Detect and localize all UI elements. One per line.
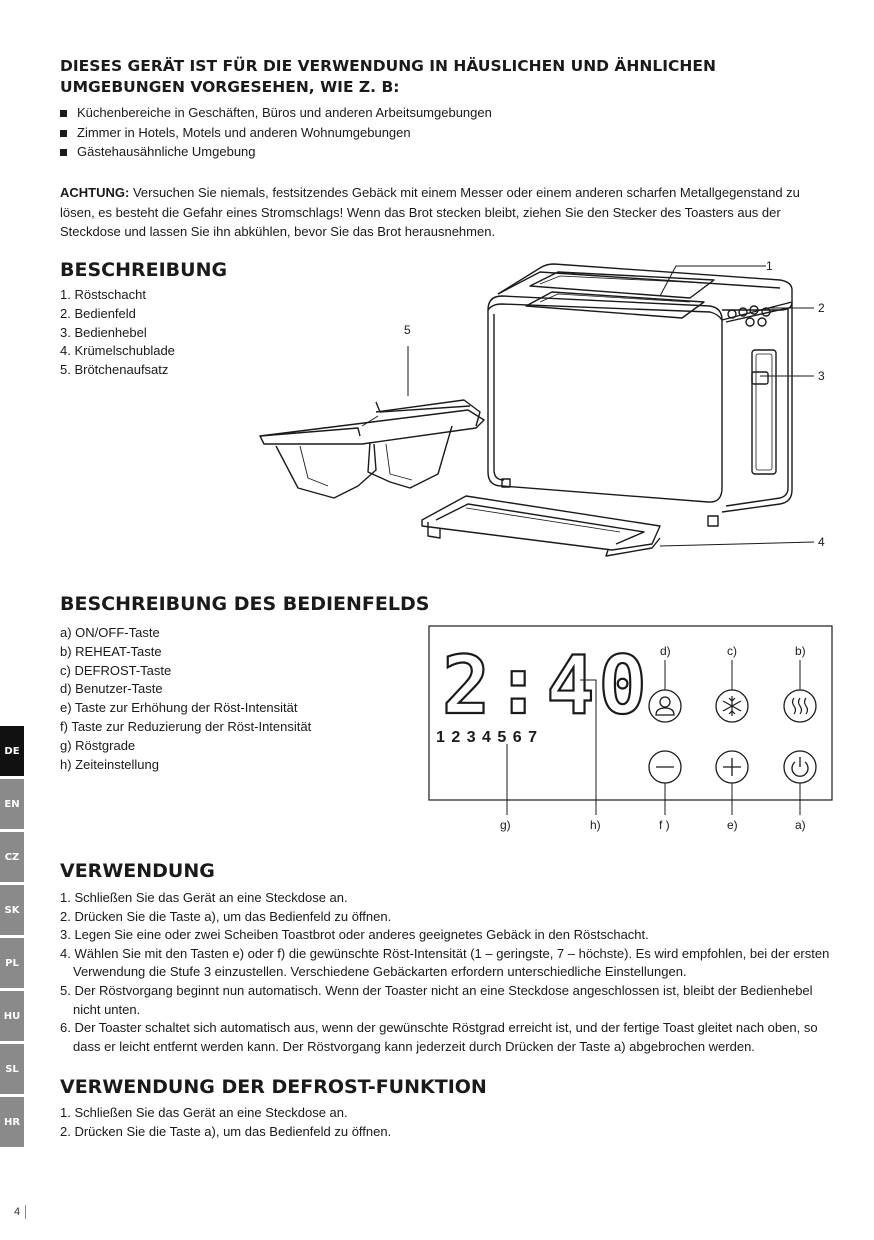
list-item: 1. Schließen Sie das Gerät an eine Steckdose an. — [60, 1105, 348, 1120]
browning-levels: 1 2 3 4 5 6 7 — [436, 729, 538, 746]
usage-steps — [60, 889, 840, 1056]
tab-en[interactable]: EN — [0, 779, 24, 829]
tab-pl[interactable]: PL — [0, 938, 24, 988]
list-item: d) Benutzer-Taste — [60, 681, 163, 697]
label-h: h) — [590, 818, 601, 832]
tab-sl[interactable]: SL — [0, 1044, 24, 1094]
label-d: d) — [660, 644, 671, 658]
list-item: 1. Röstschacht — [60, 287, 146, 302]
list-item: 6. Der Toaster schaltet sich automatisch aus, wenn der gewünschte Röstgrad erreicht ist, und der fertige Toast gleitet nach oben, so dass er leicht entfernt werden kann. Der Röstvorgang kann jederzeit durch Drücken der Taste a) abgebrochen werden. — [60, 1020, 818, 1054]
label-c: c) — [727, 644, 737, 658]
user-button — [649, 690, 681, 722]
list-item: 1. Schließen Sie das Gerät an eine Steckdose an. — [60, 890, 348, 905]
section-heading-bedienfeld: BESCHREIBUNG DES BEDIENFELDS — [60, 593, 430, 615]
time-display: 2:40 — [442, 639, 651, 732]
parts-list — [60, 286, 175, 380]
toaster-illustration — [240, 250, 840, 570]
toaster-body — [488, 296, 722, 502]
list-item: c) DEFROST-Taste — [60, 662, 172, 678]
label-g: g) — [500, 818, 511, 832]
callout-1: 1 — [766, 259, 773, 273]
crumb-tray — [422, 496, 660, 550]
list-item: b) REHEAT-Taste — [60, 643, 162, 659]
panel-button-icon — [758, 318, 766, 326]
panel-button-icon — [746, 318, 754, 326]
callout-4: 4 — [818, 535, 825, 549]
callout-2: 2 — [818, 301, 825, 315]
warning-paragraph — [60, 183, 810, 242]
list-item: g) Röstgrade — [60, 737, 136, 753]
tab-hr[interactable]: HR — [0, 1097, 24, 1147]
list-item: h) Zeiteinstellung — [60, 756, 159, 772]
label-a: a) — [795, 818, 806, 832]
list-item: 5. Der Röstvorgang beginnt nun automatisch. Wenn der Toaster nicht an eine Steckdose angeschlossen ist, bleibt der Bedienhebel nicht unten. — [60, 982, 813, 1017]
section-heading-beschreibung: BESCHREIBUNG — [60, 259, 228, 281]
list-item: e) Taste zur Erhöhung der Röst-Intensität — [60, 700, 298, 716]
list-item: 2. Drücken Sie die Taste a), um das Bedienfeld zu öffnen. — [60, 908, 392, 924]
callout-3: 3 — [818, 369, 825, 383]
list-item: Küchenbereiche in Geschäften, Büros und anderen Arbeitsumgebungen — [60, 103, 492, 123]
list-item: 5. Brötchenaufsatz — [60, 362, 169, 378]
plus-icon — [723, 758, 741, 776]
tab-hu[interactable]: HU — [0, 991, 24, 1041]
list-item: Gästehausähnliche Umgebung — [60, 142, 492, 162]
tab-sk[interactable]: SK — [0, 885, 24, 935]
list-item: 4. Wählen Sie mit den Tasten e) oder f) die gewünschte Röst-Intensität (1 – geringste, 7 – höchste). Es wird empfohlen, bei der ersten Verwendung die Stufe 3 einzustellen. Verschiedene Gebäckarten erfordern unterschiedliche Einstellungen. — [60, 945, 830, 980]
label-f: f ) — [659, 818, 670, 832]
page-number: 4 — [14, 1206, 21, 1218]
label-b: b) — [795, 644, 806, 658]
heat-waves-icon — [793, 698, 808, 714]
callout-5: 5 — [404, 323, 411, 337]
section-heading-defrost: VERWENDUNG DER DEFROST-FUNKTION — [60, 1076, 487, 1098]
label-e: e) — [727, 818, 738, 832]
page-number-divider — [25, 1205, 26, 1219]
section-heading-verwendung: VERWENDUNG — [60, 860, 215, 882]
warning-text: Versuchen Sie niemals, festsitzendes Gebäck mit einem Messer oder einem anderen scharfen Metallgegenstand zu lösen, es besteht die Gefahr eines Stromschlags! Wenn das Brot stecken bleibt, ziehen Sie den Stecker des Toasters aus der Steckdose und lassen Sie ihn abkühlen, bevor Sie das Brot herausnehmen. — [60, 185, 800, 239]
list-item: 2. Drücken Sie die Taste a), um das Bedienfeld zu öffnen. — [60, 1123, 392, 1139]
power-icon — [792, 757, 808, 776]
list-item: 2. Bedienfeld — [60, 305, 136, 321]
intro-heading: DIESES GERÄT IST FÜR DIE VERWENDUNG IN HÄUSLICHEN UND ÄHNLICHEN UMGEBUNGEN VORGESEHEN, WIE Z. B: — [60, 57, 716, 96]
control-panel-diagram — [420, 620, 840, 840]
list-item: 3. Legen Sie eine oder zwei Scheiben Toastbrot oder anderes geeignetes Gebäck in den Röstschacht. — [60, 927, 649, 943]
list-item: 4. Krümelschublade — [60, 343, 175, 359]
lever-knob — [752, 372, 768, 384]
tab-cz[interactable]: CZ — [0, 832, 24, 882]
bun-rack — [260, 410, 484, 444]
list-item: f) Taste zur Reduzierung der Röst-Intensität — [60, 718, 312, 734]
foot — [708, 516, 718, 526]
language-tabs — [0, 726, 24, 1150]
tab-de[interactable]: DE — [0, 726, 24, 776]
leader-line-4 — [660, 542, 814, 546]
list-item: Zimmer in Hotels, Motels und anderen Wohnumgebungen — [60, 123, 492, 143]
snowflake-icon — [723, 696, 741, 716]
warning-label: ACHTUNG: — [60, 185, 130, 200]
defrost-steps — [60, 1104, 840, 1141]
list-item: 3. Bedienhebel — [60, 324, 147, 340]
user-icon — [656, 697, 674, 715]
list-item: a) ON/OFF-Taste — [60, 625, 160, 640]
panel-legend-list — [60, 624, 311, 774]
usage-environment-list — [60, 103, 492, 162]
